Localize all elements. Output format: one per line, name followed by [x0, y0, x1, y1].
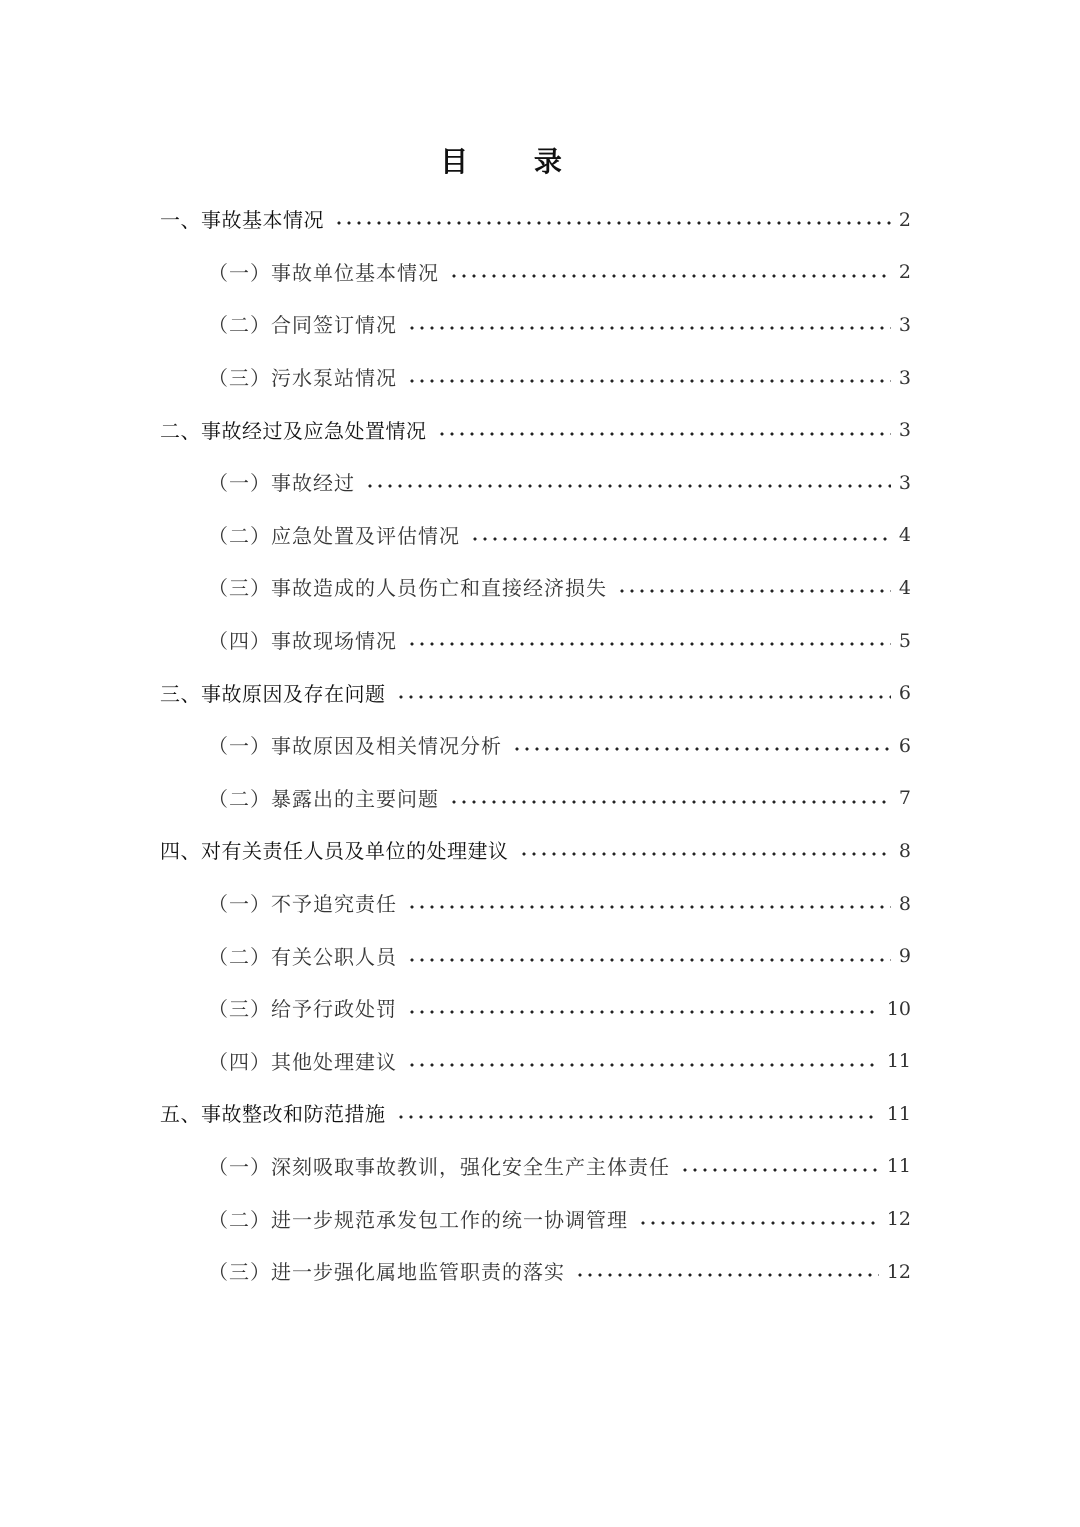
toc-entry[interactable]	[0, 825, 1080, 878]
toc-dot-leader	[396, 695, 891, 699]
toc-dot-leader	[638, 1221, 879, 1225]
toc-page-number: 3	[898, 419, 911, 442]
toc-page-number: 11	[886, 1155, 911, 1178]
toc-page-number: 8	[898, 892, 911, 915]
toc-dot-leader	[407, 379, 891, 383]
toc-entry[interactable]	[0, 773, 1080, 826]
toc-entry-label: 二、事故经过及应急处置情况	[160, 418, 427, 443]
toc-dot-leader	[512, 747, 891, 751]
toc-entry-label: （二）合同签订情况	[208, 313, 397, 338]
toc-entry[interactable]	[0, 720, 1080, 773]
toc-entry[interactable]	[0, 510, 1080, 563]
toc-title: 目 录	[440, 145, 590, 178]
toc-dot-leader	[575, 1273, 879, 1277]
toc-entry[interactable]	[0, 299, 1080, 352]
toc-page-number: 12	[886, 1260, 911, 1283]
toc-page-number: 11	[886, 1050, 911, 1073]
toc-entry[interactable]	[0, 194, 1080, 247]
toc-entry[interactable]	[0, 930, 1080, 983]
toc-entry-label: 一、事故基本情况	[160, 208, 324, 233]
toc-entry-label: （一）事故原因及相关情况分析	[208, 734, 502, 759]
toc-dot-leader	[407, 1010, 879, 1014]
toc-dot-leader	[437, 432, 891, 436]
toc-page-number: 4	[898, 576, 911, 599]
toc-entry[interactable]	[0, 1088, 1080, 1141]
toc-entry[interactable]	[0, 457, 1080, 510]
toc-entry[interactable]	[0, 247, 1080, 300]
toc-dot-leader	[407, 958, 891, 962]
toc-entry[interactable]	[0, 1036, 1080, 1089]
toc-page-number: 3	[898, 366, 911, 389]
toc-entry[interactable]	[0, 404, 1080, 457]
toc-dot-leader	[407, 1063, 879, 1067]
toc-dot-leader	[407, 905, 891, 909]
toc-page-number: 5	[898, 629, 911, 652]
toc-page-number: 12	[886, 1208, 911, 1231]
toc-page-number: 9	[898, 945, 911, 968]
toc-entry-label: （四）其他处理建议	[208, 1049, 397, 1074]
toc-page-number: 7	[898, 787, 911, 810]
toc-page-number: 6	[898, 682, 911, 705]
toc-dot-leader	[365, 484, 891, 488]
toc-entry-label: （一）事故经过	[208, 471, 355, 496]
toc-dot-leader	[680, 1168, 879, 1172]
toc-entry[interactable]	[0, 667, 1080, 720]
toc-page-number: 10	[886, 997, 911, 1020]
toc-entry-label: （三）污水泵站情况	[208, 366, 397, 391]
toc-page-number: 3	[898, 471, 911, 494]
toc-page-number: 4	[898, 524, 911, 547]
toc-dot-leader	[617, 589, 891, 593]
toc-entry[interactable]	[0, 352, 1080, 405]
toc-entry-label: （一）深刻吸取事故教训，强化安全生产主体责任	[208, 1154, 670, 1179]
toc-entry-label: 三、事故原因及存在问题	[160, 681, 386, 706]
toc-entry-label: （三）给予行政处罚	[208, 997, 397, 1022]
toc-entry[interactable]	[0, 1141, 1080, 1194]
toc-dot-leader	[470, 537, 891, 541]
toc-entry[interactable]	[0, 615, 1080, 668]
toc-entry-label: （一）事故单位基本情况	[208, 260, 439, 285]
toc-entry[interactable]	[0, 983, 1080, 1036]
toc-page-number: 2	[898, 261, 911, 284]
toc-page-number: 6	[898, 734, 911, 757]
toc-dot-leader	[449, 800, 891, 804]
toc-entry-label: 四、对有关责任人员及单位的处理建议	[160, 839, 509, 864]
toc-dot-leader	[407, 326, 891, 330]
toc-entry-label: 五、事故整改和防范措施	[160, 1102, 386, 1127]
toc-entry[interactable]	[0, 1246, 1080, 1299]
toc-entry-label: （三）进一步强化属地监管职责的落实	[208, 1260, 565, 1285]
toc-dot-leader	[407, 642, 891, 646]
toc-entry-label: （四）事故现场情况	[208, 629, 397, 654]
toc-list	[0, 194, 1080, 1298]
toc-dot-leader	[396, 1115, 879, 1119]
toc-dot-leader	[519, 852, 891, 856]
toc-dot-leader	[334, 221, 891, 225]
toc-page-number: 11	[886, 1102, 911, 1125]
toc-entry-label: （二）有关公职人员	[208, 944, 397, 969]
toc-entry-label: （三）事故造成的人员伤亡和直接经济损失	[208, 576, 607, 601]
toc-entry-label: （二）应急处置及评估情况	[208, 523, 460, 548]
toc-dot-leader	[449, 274, 891, 278]
toc-page-number: 3	[898, 313, 911, 336]
toc-page-number: 8	[898, 839, 911, 862]
toc-entry-label: （二）进一步规范承发包工作的统一协调管理	[208, 1207, 628, 1232]
toc-entry-label: （二）暴露出的主要问题	[208, 786, 439, 811]
toc-entry[interactable]	[0, 562, 1080, 615]
toc-entry[interactable]	[0, 878, 1080, 931]
toc-page-number: 2	[898, 208, 911, 231]
toc-entry-label: （一）不予追究责任	[208, 892, 397, 917]
toc-entry[interactable]	[0, 1193, 1080, 1246]
